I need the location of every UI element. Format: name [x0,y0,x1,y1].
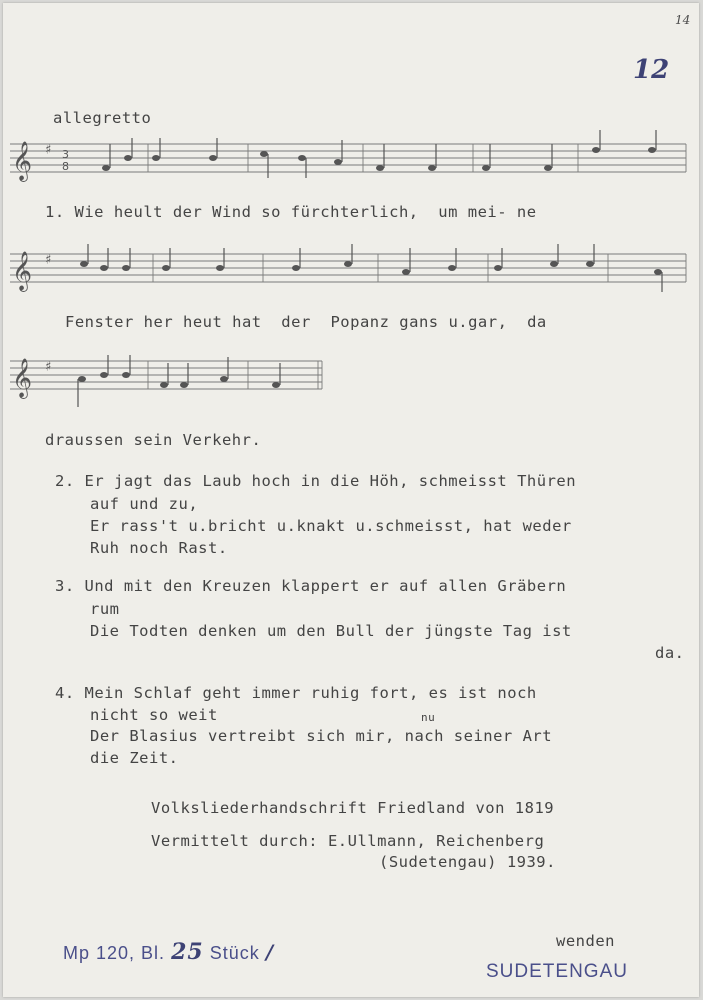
archive-prefix: Mp 120, Bl. [63,943,166,963]
verse4-line4: die Zeit. [90,749,179,767]
music-staff-3 [8,355,328,415]
svg-text:♯: ♯ [44,252,53,268]
svg-text:3: 3 [62,148,69,161]
verse4-line2: nicht so weit [90,706,218,724]
music-staff-2 [8,248,688,298]
page-number-handwritten: 12 [633,55,670,85]
verse3-line1: 3. Und mit den Kreuzen klappert er auf allen Gräbern [55,577,567,595]
treble-clef-icon: 𝄞 [12,251,33,291]
treble-clef-icon: 𝄞 [12,358,33,398]
verse1-line2: Fenster her heut hat der Popanz gans u.gar, da [65,313,547,331]
verse2-line2: auf und zu, [90,495,199,513]
verse2-line1: 2. Er jagt das Laub hoch in die Höh, schmeisst Thüren [55,472,577,490]
tempo-marking: allegretto [53,109,152,127]
verse1-line1: 1. Wie heult der Wind so fürchterlich, um mei- ne [45,203,537,221]
archive-stueck-label: Stück [209,943,260,963]
verse4-correction: nu [421,711,436,724]
archive-bl-number: 25 [171,939,204,965]
verse3-line4: da. [655,644,685,662]
archive-stamp-region: SUDETENGAU [486,961,628,982]
source-line1: Volksliederhandschrift Friedland von 1819 [151,799,555,817]
svg-text:8: 8 [62,160,69,173]
verse4-line3: Der Blasius vertreibt sich mir, nach seiner Art [90,727,553,745]
source-line2: Vermittelt durch: E.Ullmann, Reichenberg [151,832,545,850]
verse2-line3: Er rass't u.bricht u.knakt u.schmeisst, hat weder [90,517,572,535]
music-staff-1 [8,138,688,188]
document-sheet [3,3,699,997]
svg-text:♯: ♯ [44,359,53,375]
page-number: 14 [675,13,691,27]
archive-stueck-number: / [265,940,275,964]
svg-text:♯: ♯ [44,142,53,158]
treble-clef-icon: 𝄞 [12,141,33,181]
archive-stamp-shelfmark [63,939,274,965]
verse2-line4: Ruh noch Rast. [90,539,228,557]
verse3-line2: rum [90,600,120,618]
source-line3: (Sudetengau) 1939. [379,853,556,871]
verse3-line3: Die Todten denken um den Bull der jüngste Tag ist [90,622,572,640]
verse4-line1: 4. Mein Schlaf geht immer ruhig fort, es ist noch [55,684,537,702]
verse1-line3: draussen sein Verkehr. [45,431,262,449]
wenden-note: wenden [556,932,615,950]
